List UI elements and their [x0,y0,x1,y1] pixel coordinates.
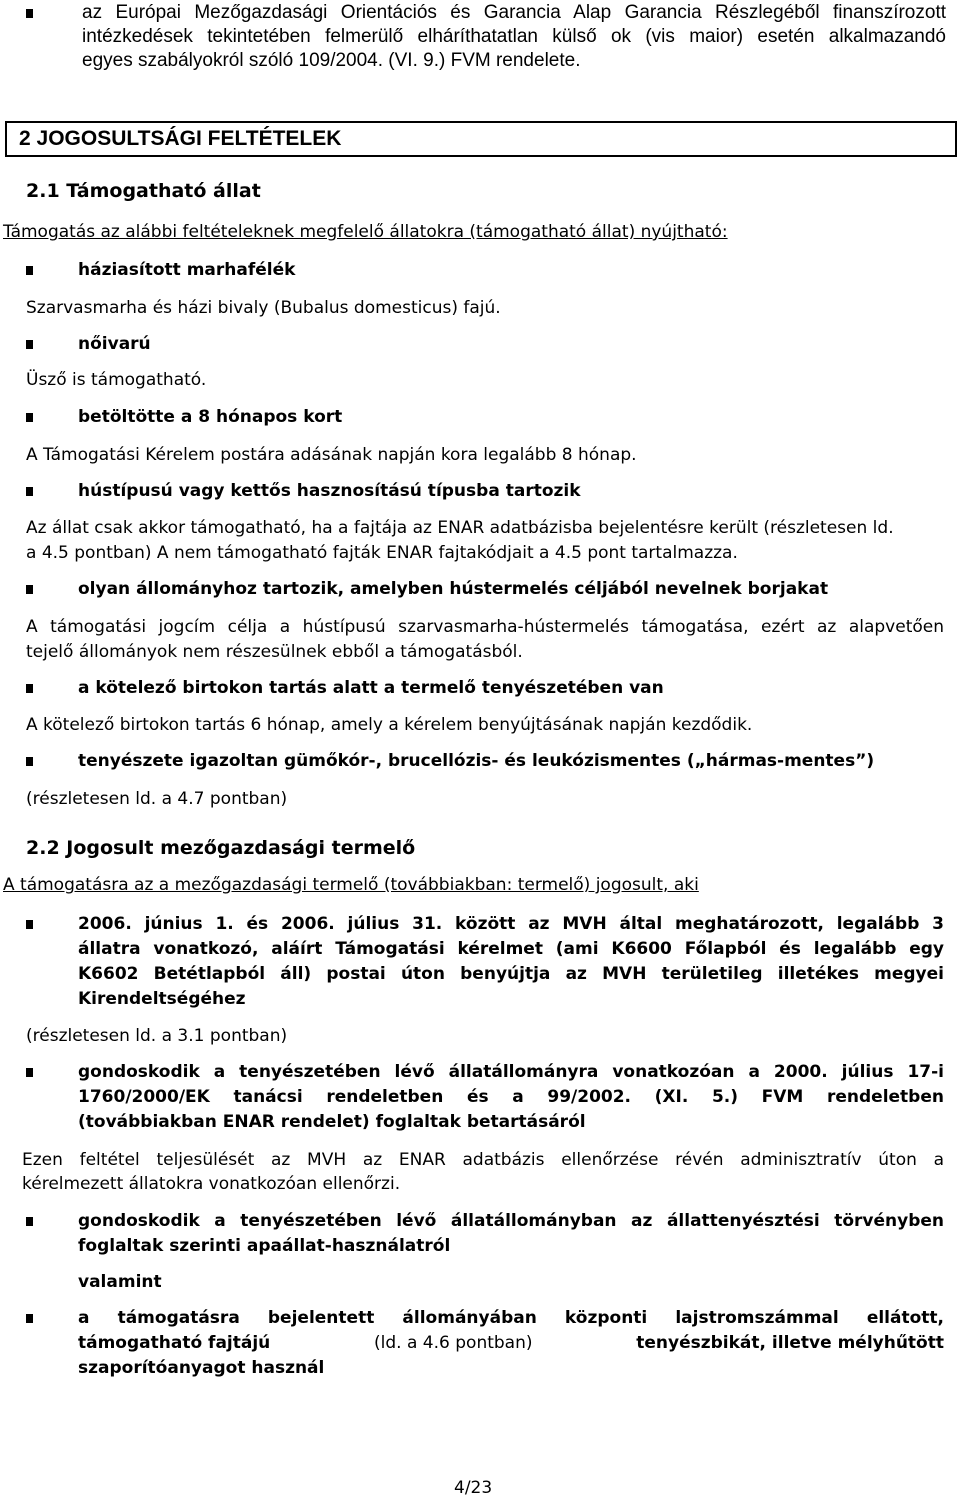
producer-criterion-2-line-3: (továbbiakban ENAR rendelet) foglaltak betartásáról [78,1112,586,1132]
criterion-6-text: A kötelező birtokon tartás 6 hónap, amely a kérelem benyújtásának napján kezdődik. [26,715,753,735]
intro-line-2: intézkedések tekintetében felmerülő elháríthatatlan külső ok (vis maior) esetén alkalmazandó [82,26,946,47]
producer-criterion-2-text-1: Ezen feltétel teljesülését az MVH az ENAR adatbázis ellenőrzése révén adminisztratív úton a [22,1150,944,1170]
criterion-4-text-2: a 4.5 pontban) A nem támogatható fajták ENAR fajtakódjait a 4.5 pont tartalmazza. [26,543,738,563]
producer-criterion-1-text: (részletesen ld. a 3.1 pontban) [26,1026,288,1046]
bullet-icon [26,1314,33,1323]
producer-criterion-4-part-b: (ld. a 4.6 pontban) [374,1333,533,1353]
producer-criterion-2-text-2: kérelmezett állatokra vonatkozóan ellenőrzi. [22,1174,401,1194]
criterion-7: tenyészete igazoltan gümőkór-, brucellózis- és leukózismentes („hármas-mentes”) [78,751,875,771]
criterion-6: a kötelező birtokon tartás alatt a termelő tenyészetében van [78,678,664,698]
bullet-icon [26,9,33,18]
subsection-intro-2-1: Támogatás az alábbi feltételeknek megfelelő állatokra (támogatható állat) nyújtható: [3,222,728,242]
criterion-4-text-1: Az állat csak akkor támogatható, ha a fajtája az ENAR adatbázisba bejelentésre került (részletesen ld. [26,518,894,538]
bullet-icon [26,413,33,422]
criterion-5-text-2: tejelő állományok nem részesülnek ebből a támogatásból. [26,642,523,662]
producer-criterion-2-line-1: gondoskodik a tenyészetében lévő állatállományra vonatkozóan a 2000. július 17-i [78,1062,944,1082]
bullet-icon [26,585,33,594]
page-number: 4/23 [454,1478,493,1498]
subsection-title-2-2: 2.2 Jogosult mezőgazdasági termelő [26,837,416,859]
producer-criterion-4-part-a: támogatható fajtájú [78,1333,271,1353]
bullet-icon [26,757,33,766]
bullet-icon [26,340,33,349]
criterion-2-text: Üsző is támogatható. [26,370,207,390]
producer-criterion-4-line-3: szaporítóanyagot használ [78,1358,325,1378]
section-heading: 2 JOGOSULTSÁGI FELTÉTELEK [19,127,342,150]
producer-criterion-1-line-3: K6602 Betétlapból áll) postai úton benyújtja az MVH területileg illetékes megyei [78,964,944,984]
producer-criterion-2-line-2: 1760/2000/EK tanácsi rendeletben és a 99/2002. (XI. 5.) FVM rendeletben [78,1087,944,1107]
bullet-icon [26,487,33,496]
connector-valamint: valamint [78,1272,162,1292]
producer-criterion-1-line-4: Kirendeltségéhez [78,989,246,1009]
criterion-5: olyan állományhoz tartozik, amelyben hústermelés céljából nevelnek borjakat [78,579,829,599]
criterion-7-text: (részletesen ld. a 4.7 pontban) [26,789,288,809]
producer-criterion-3-line-1: gondoskodik a tenyészetében lévő állatállományban az állattenyésztési törvényben [78,1211,944,1231]
bullet-icon [26,920,33,929]
producer-criterion-4-part-c: tenyészbikát, illetve mélyhűtött [636,1333,944,1353]
subsection-title-2-1: 2.1 Támogatható állat [26,180,261,202]
producer-criterion-1-line-2: állatra vonatkozó, aláírt Támogatási kérelmet (ami K6600 Főlapból és legalább egy [78,939,944,959]
bullet-icon [26,1217,33,1226]
bullet-icon [26,684,33,693]
criterion-3-text: A Támogatási Kérelem postára adásának napján kora legalább 8 hónap. [26,445,637,465]
intro-line-3: egyes szabályokról szóló 109/2004. (VI. 9.) FVM rendelete. [82,50,581,71]
criterion-2: nőivarú [78,334,151,354]
criterion-4: hústípusú vagy kettős hasznosítású típusba tartozik [78,481,581,501]
producer-criterion-1-line-1: 2006. június 1. és 2006. július 31. között az MVH által meghatározott, legalább 3 [78,914,944,934]
criterion-3: betöltötte a 8 hónapos kort [78,407,343,427]
bullet-icon [26,266,33,275]
producer-criterion-3-line-2: foglaltak szerinti apaállat-használatról [78,1236,451,1256]
criterion-1: háziasított marhafélék [78,260,296,280]
bullet-icon [26,1068,33,1077]
producer-criterion-4-line-1: a támogatásra bejelentett állományában központi lajstromszámmal ellátott, [78,1308,944,1328]
criterion-1-text: Szarvasmarha és házi bivaly (Bubalus domesticus) fajú. [26,298,501,318]
criterion-5-text-1: A támogatási jogcím célja a hústípusú szarvasmarha-hústermelés támogatása, ezért az alapvetően [26,617,944,637]
section-heading-box [5,121,957,157]
intro-line-1: az Európai Mezőgazdasági Orientációs és Garancia Alap Garancia Részlegéből finanszírozott [82,2,946,23]
subsection-intro-2-2: A támogatásra az a mezőgazdasági termelő (továbbiakban: termelő) jogosult, aki [3,875,699,895]
producer-criterion-4-line-2 [78,1331,944,1356]
